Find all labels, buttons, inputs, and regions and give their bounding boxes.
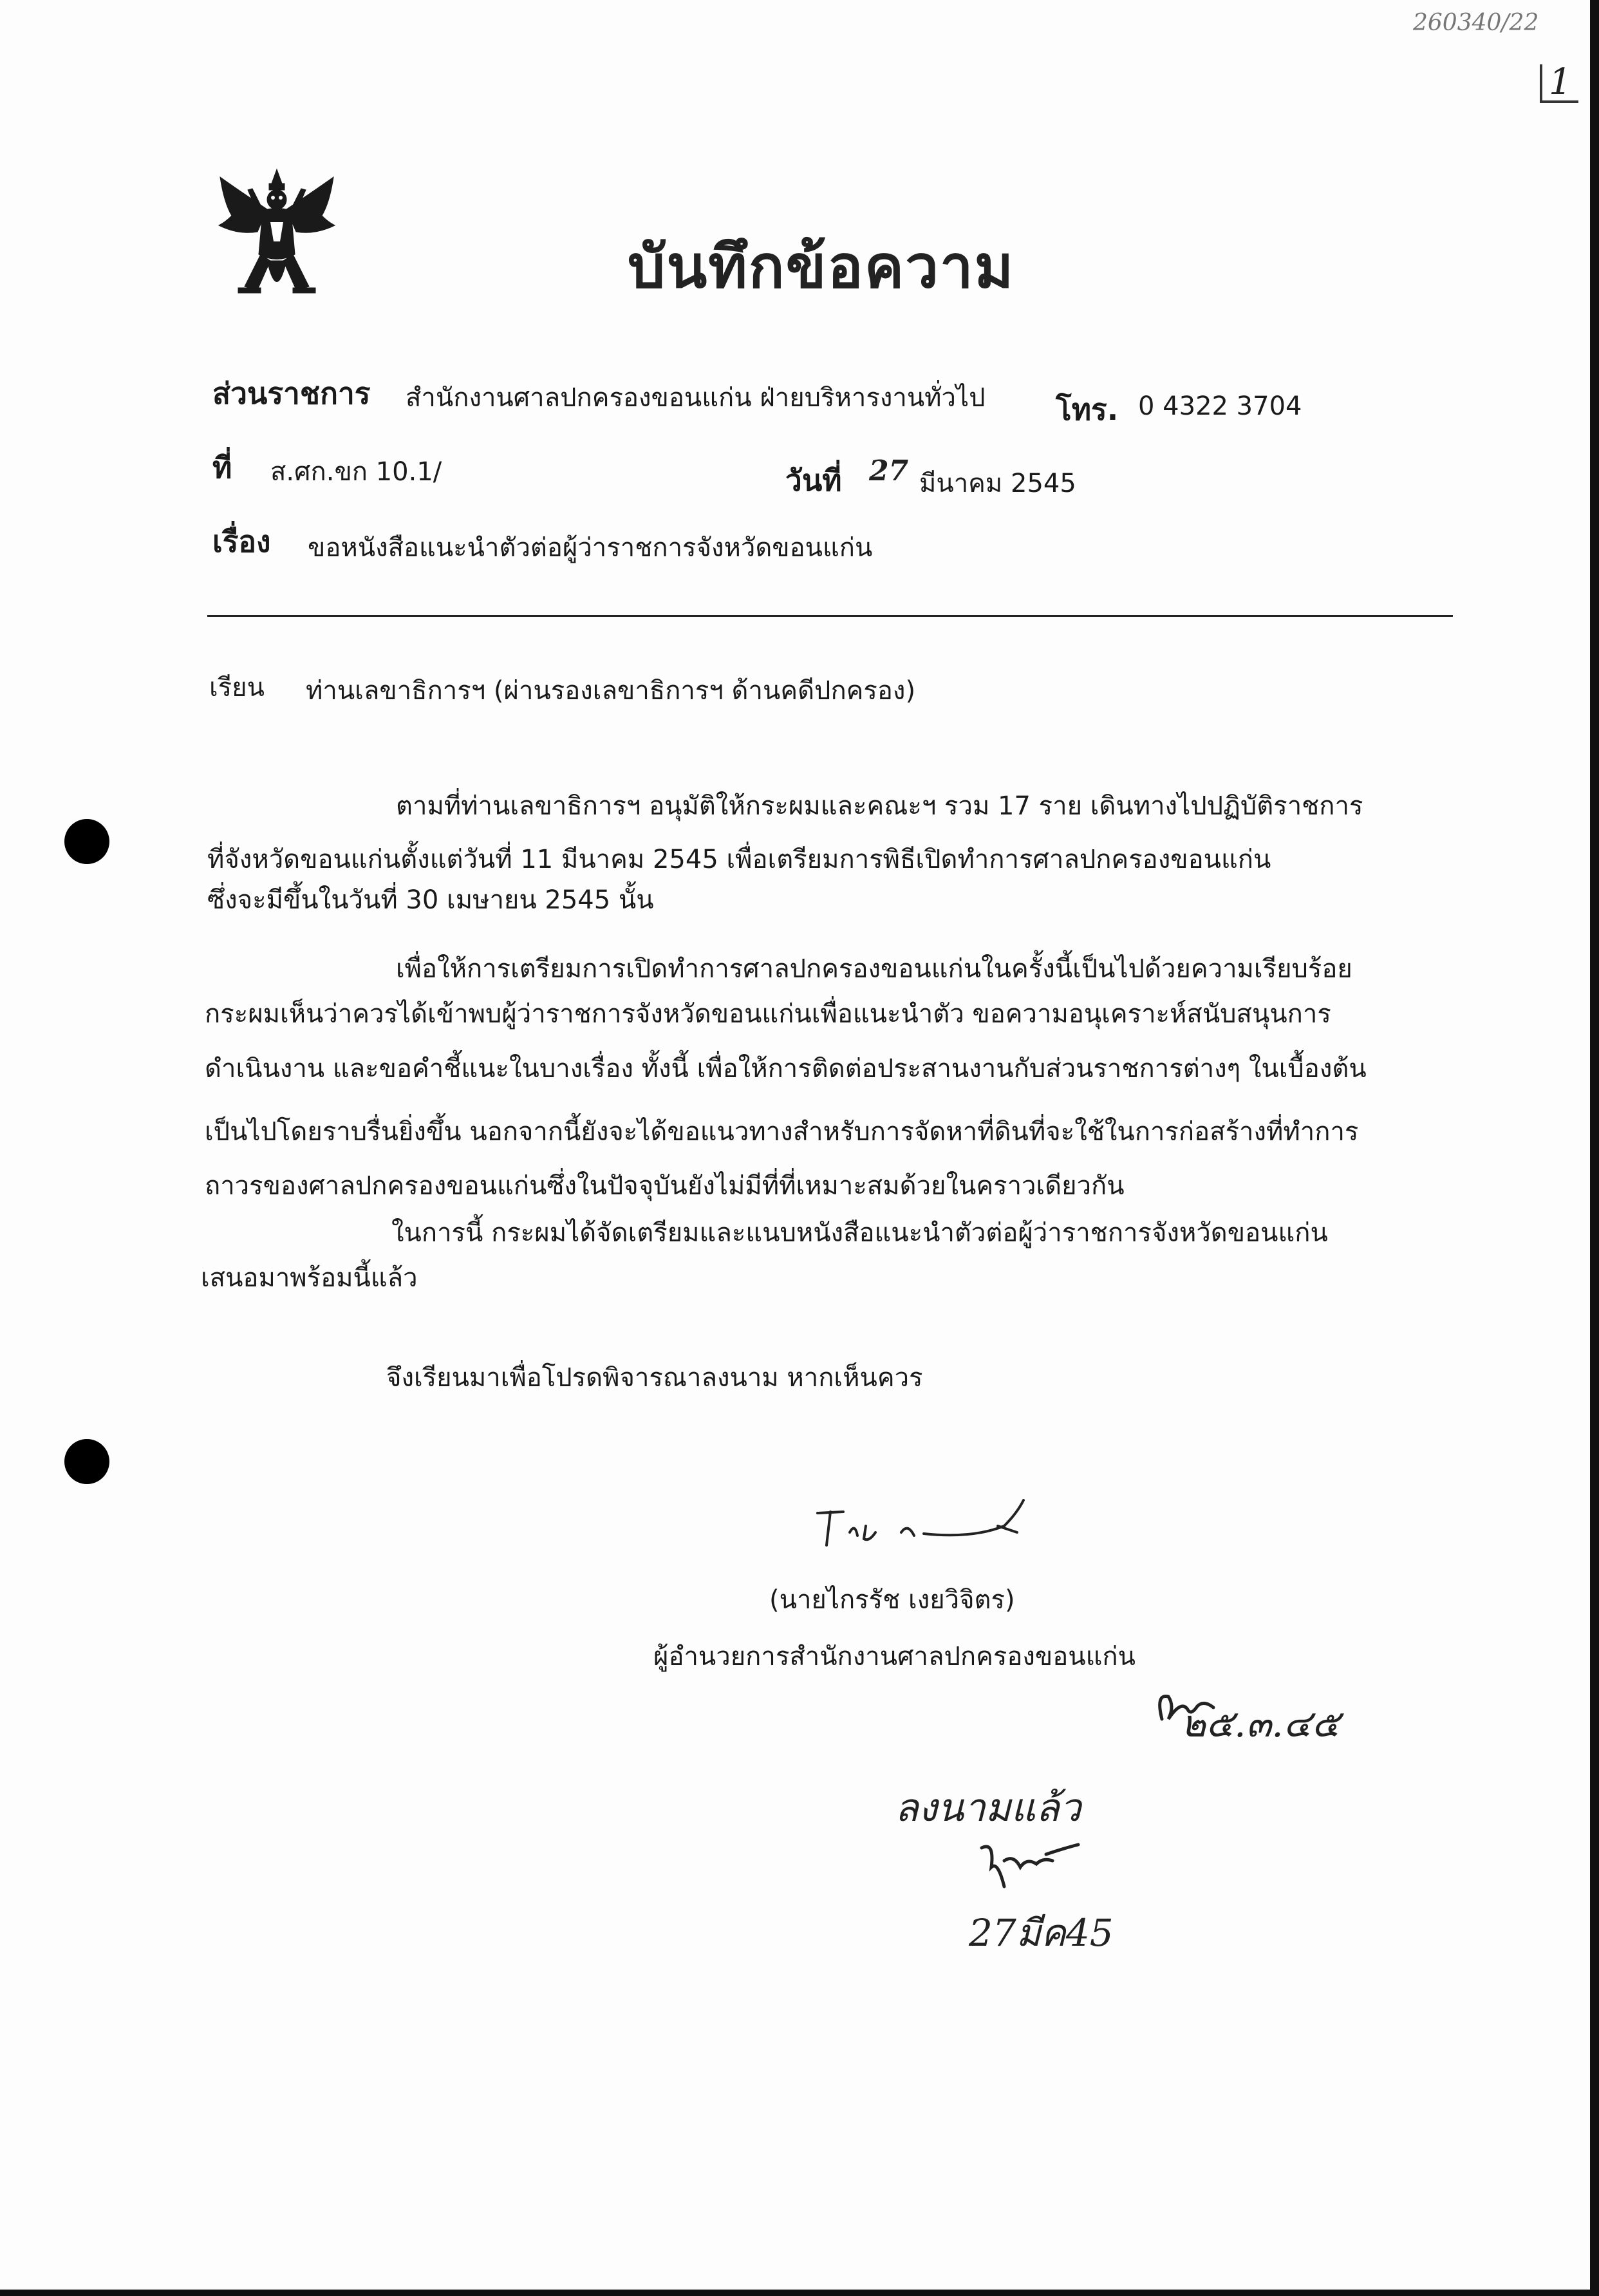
phone-value: 0 4322 3704 bbox=[1138, 391, 1302, 421]
date-label: วันที่ bbox=[785, 463, 842, 498]
approval-date-handwritten: ๒๕.๓.๔๕ bbox=[1181, 1702, 1340, 1746]
salutation-label: เรียน bbox=[209, 673, 265, 702]
subject-value: ขอหนังสือแนะนำตัวต่อผู้ว่าราชการจังหวัดขอนแก่น bbox=[308, 533, 873, 563]
agency-value: สำนักงานศาลปกครองขอนแก่น ฝ่ายบริหารงานทั่วไป bbox=[406, 383, 986, 413]
punch-hole-bottom bbox=[64, 1439, 109, 1484]
reference-value: ส.ศก.ขก 10.1/ bbox=[270, 457, 442, 487]
initials-secretary bbox=[975, 1829, 1085, 1893]
signer-title: ผู้อำนวยการสำนักงานศาลปกครองขอนแก่น bbox=[653, 1642, 1136, 1671]
signer-name: (นายไกรรัช เงยวิจิตร) bbox=[769, 1585, 1015, 1615]
salutation-value: ท่านเลขาธิการฯ (ผ่านรองเลขาธิการฯ ด้านคดีปกครอง) bbox=[306, 676, 916, 706]
body-line: กระผมเห็นว่าควรได้เข้าพบผู้ว่าราชการจังหวัดขอนแก่นเพื่อแนะนำตัว ขอความอนุเคราะห์สนับสนุนการ bbox=[205, 999, 1331, 1029]
secretary-date-handwritten: 27มีค45 bbox=[969, 1911, 1114, 1955]
reference-label: ที่ bbox=[212, 450, 232, 485]
body-line: ในการนี้ กระผมได้จัดเตรียมและแนบหนังสือแนะนำตัวต่อผู้ว่าราชการจังหวัดขอนแก่น bbox=[391, 1218, 1328, 1248]
header-divider bbox=[207, 615, 1453, 617]
scan-edge-right bbox=[1590, 0, 1599, 2296]
body-line: ดำเนินงาน และขอคำชี้แนะในบางเรื่อง ทั้งนี้ เพื่อให้การติดต่อประสานงานกับส่วนราชการต่างๆ ในเบื้องต้น bbox=[205, 1054, 1367, 1084]
body-line: ซึ่งจะมีขึ้นในวันที่ 30 เมษายน 2545 นั้น bbox=[207, 885, 654, 915]
scan-edge-bottom bbox=[0, 2290, 1599, 2296]
date-value: มีนาคม 2545 bbox=[919, 469, 1076, 498]
date-day-handwritten: 27 bbox=[869, 455, 909, 487]
page-marker: 1 bbox=[1540, 64, 1578, 103]
phone-label: โทร. bbox=[1056, 392, 1119, 427]
signature-director bbox=[805, 1487, 1036, 1558]
signed-note-handwritten: ลงนามแล้ว bbox=[895, 1785, 1081, 1830]
body-line: เป็นไปโดยราบรื่นยิ่งขึ้น นอกจากนี้ยังจะได้ขอแนวทางสำหรับการจัดหาที่ดินที่จะใช้ในการก่อสร้างที่ทำการ bbox=[205, 1117, 1359, 1147]
subject-label: เรื่อง bbox=[212, 524, 271, 559]
body-line: ถาวรของศาลปกครองขอนแก่นซึ่งในปัจจุบันยังไม่มีที่ที่เหมาะสมด้วยในคราวเดียวกัน bbox=[205, 1171, 1125, 1201]
body-line: ที่จังหวัดขอนแก่นตั้งแต่วันที่ 11 มีนาคม 2545 เพื่อเตรียมการพิธีเปิดทำการศาลปกครองขอนแก่น bbox=[207, 845, 1271, 874]
body-line: เสนอมาพร้อมนี้แล้ว bbox=[201, 1263, 418, 1293]
body-line: ตามที่ท่านเลขาธิการฯ อนุมัติให้กระผมและคณะฯ รวม 17 ราย เดินทางไปปฏิบัติราชการ bbox=[396, 791, 1363, 821]
document-number-handwritten: 260340/22 bbox=[1413, 10, 1539, 36]
punch-hole-top bbox=[64, 819, 109, 864]
garuda-emblem-icon bbox=[212, 164, 341, 306]
agency-label: ส่วนราชการ bbox=[212, 376, 371, 411]
closing-line: จึงเรียนมาเพื่อโปรดพิจารณาลงนาม หากเห็นควร bbox=[386, 1363, 923, 1393]
body-line: เพื่อให้การเตรียมการเปิดทำการศาลปกครองขอนแก่นในครั้งนี้เป็นไปด้วยความเรียบร้อย bbox=[396, 954, 1352, 984]
memo-title: บันทึกข้อความ bbox=[628, 232, 1015, 301]
